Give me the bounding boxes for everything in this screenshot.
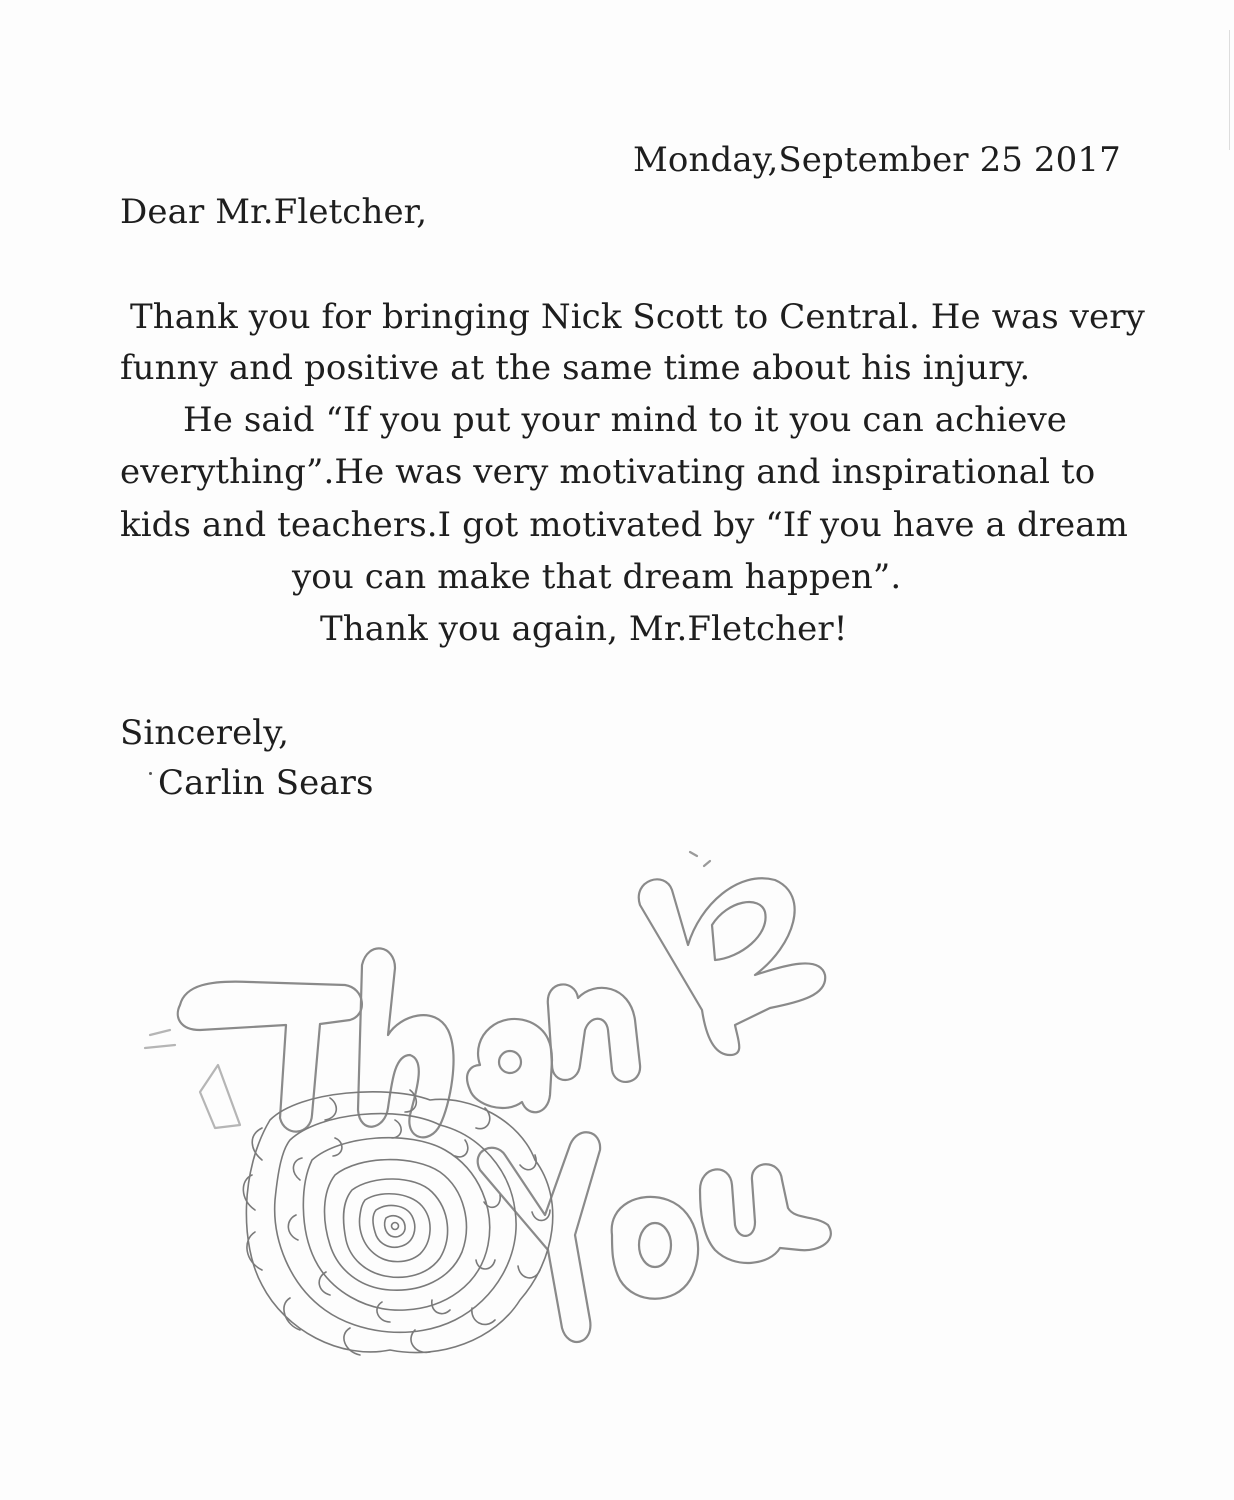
body-line: you can make that dream happen”. (292, 557, 902, 597)
body-line: kids and teachers.I got motivated by “If you have a dream (120, 505, 1128, 545)
body-line: He said “If you put your mind to it you can achieve (183, 400, 1068, 440)
body-line: funny and positive at the same time about his injury. (120, 348, 1031, 388)
letter-o (612, 1197, 698, 1299)
letter-h (358, 948, 453, 1137)
letter-T (178, 982, 362, 1132)
closing: Sincerely, (120, 713, 289, 753)
body-line: Thank you again, Mr.Fletcher! (320, 609, 848, 649)
letter-a1 (467, 1019, 552, 1112)
salutation: Dear Mr.Fletcher, (120, 192, 428, 232)
letter-date: Monday,September 25 2017 (633, 140, 1121, 180)
letter-k (639, 878, 825, 1055)
letter-n (548, 984, 640, 1081)
body-line: everything”.He was very motivating and inspirational to (120, 452, 1096, 492)
letter-u (700, 1164, 831, 1263)
signer-name: Carlin Sears (158, 763, 374, 803)
body-line: Thank you for bringing Nick Scott to Central. He was very (130, 297, 1145, 337)
